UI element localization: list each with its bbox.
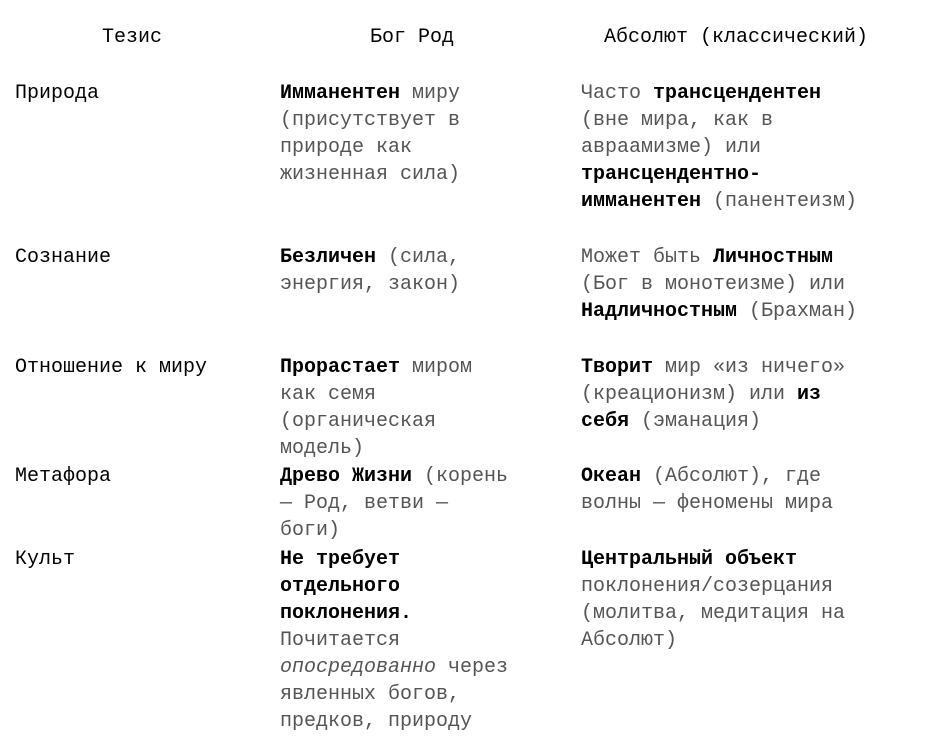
cell-line <box>581 161 926 188</box>
cell-line <box>280 381 565 408</box>
text-run: (Абсолют), где <box>641 465 822 488</box>
cell-line <box>581 381 926 408</box>
row-2-thesis: Сознание <box>15 246 112 269</box>
row-2-rod <box>280 244 565 298</box>
cell-line <box>581 134 926 161</box>
cell-line <box>280 161 565 188</box>
cell-line <box>581 546 926 573</box>
cell-line <box>280 134 565 161</box>
text-run: предков, природу <box>280 710 473 733</box>
text-run: (панентеизм) <box>701 190 858 213</box>
row-4-rod <box>280 463 565 544</box>
row-3-thesis: Отношение к миру <box>15 356 208 379</box>
cell-line <box>280 80 565 107</box>
cell-line <box>581 354 926 381</box>
text-run: Часто <box>581 82 654 105</box>
row-5-thesis: Культ <box>15 548 76 571</box>
text-run: (Бог в монотеизме) или <box>581 273 846 296</box>
cell-line <box>280 244 565 271</box>
row-4-absolute <box>581 463 926 517</box>
text-run: (сила, <box>376 246 461 269</box>
text-run: (молитва, медитация на <box>581 602 846 625</box>
text-run: Почитается <box>280 629 401 652</box>
text-run: себя <box>581 410 630 433</box>
text-run: (органическая <box>280 410 437 433</box>
text-run: волны — феномены мира <box>581 492 834 515</box>
text-run: явленных богов, <box>280 683 461 706</box>
cell-line <box>280 271 565 298</box>
cell-line <box>581 627 926 654</box>
text-run: (присутствует в <box>280 109 461 132</box>
text-run: имманентен <box>581 190 702 213</box>
text-run: Творит <box>581 356 654 379</box>
row-4-thesis: Метафора <box>15 465 112 488</box>
row-3-rod <box>280 354 565 462</box>
row-2-absolute <box>581 244 926 325</box>
row-5-rod <box>280 546 565 735</box>
text-run: авраамизме) или <box>581 136 762 159</box>
text-run: Абсолют) <box>581 629 678 652</box>
text-run: как семя <box>280 383 377 406</box>
header-rod: Бог Род <box>370 26 455 49</box>
text-run: миру <box>400 82 461 105</box>
text-run: отдельного <box>280 575 401 598</box>
text-run: поклонения. <box>280 602 413 625</box>
text-run: боги) <box>280 519 341 542</box>
text-run: модель) <box>280 437 365 460</box>
text-run: трансцендентен <box>653 82 822 105</box>
cell-line <box>581 298 926 325</box>
text-run: Имманентен <box>280 82 401 105</box>
cell-line <box>280 708 565 735</box>
cell-line <box>581 80 926 107</box>
cell-line <box>581 463 926 490</box>
text-run: Безличен <box>280 246 377 269</box>
text-run: Может быть <box>581 246 714 269</box>
cell-line <box>280 546 565 573</box>
text-run: жизненная сила) <box>280 163 461 186</box>
text-run: поклонения/созерцания <box>581 575 834 598</box>
header-absolute: Абсолют (классический) <box>604 26 869 49</box>
header-thesis: Тезис <box>102 26 163 49</box>
text-run: Центральный объект <box>581 548 798 571</box>
cell-line <box>280 517 565 544</box>
text-run: (корень <box>412 465 509 488</box>
cell-line <box>581 188 926 215</box>
cell-line <box>581 573 926 600</box>
text-run: (вне мира, как в <box>581 109 774 132</box>
cell-line <box>581 244 926 271</box>
row-3-absolute <box>581 354 926 435</box>
cell-line <box>280 354 565 381</box>
row-1-absolute <box>581 80 926 215</box>
text-run: Древо Жизни <box>280 465 413 488</box>
text-run: миром <box>400 356 473 379</box>
cell-line <box>581 600 926 627</box>
text-run: из <box>797 383 822 406</box>
text-run: Не требует <box>280 548 401 571</box>
text-run: Прорастает <box>280 356 401 379</box>
cell-line <box>280 463 565 490</box>
cell-line <box>581 408 926 435</box>
text-run: мир «из ничего» <box>653 356 846 379</box>
cell-line <box>280 600 565 627</box>
cell-line <box>581 490 926 517</box>
row-1-rod <box>280 80 565 188</box>
cell-line <box>280 107 565 134</box>
cell-line <box>280 681 565 708</box>
text-run: природе как <box>280 136 413 159</box>
cell-line <box>280 435 565 462</box>
text-run: — Род, ветви — <box>280 492 449 515</box>
cell-line <box>280 627 565 654</box>
row-5-absolute <box>581 546 926 654</box>
cell-line <box>280 408 565 435</box>
text-run: трансцендентно- <box>581 163 762 186</box>
text-run: Надличностным <box>581 300 738 323</box>
cell-line <box>280 573 565 600</box>
text-run: Океан <box>581 465 642 488</box>
text-run: энергия, закон) <box>280 273 461 296</box>
row-1-thesis: Природа <box>15 82 100 105</box>
text-run: (Брахман) <box>737 300 858 323</box>
text-run: (эманация) <box>629 410 762 433</box>
text-run: (креационизм) или <box>581 383 798 406</box>
text-run: Личностным <box>713 246 834 269</box>
cell-line <box>581 107 926 134</box>
text-run: через <box>436 656 509 679</box>
text-run: опосредованно <box>280 656 437 679</box>
cell-line <box>280 490 565 517</box>
cell-line <box>280 654 565 681</box>
cell-line <box>581 271 926 298</box>
